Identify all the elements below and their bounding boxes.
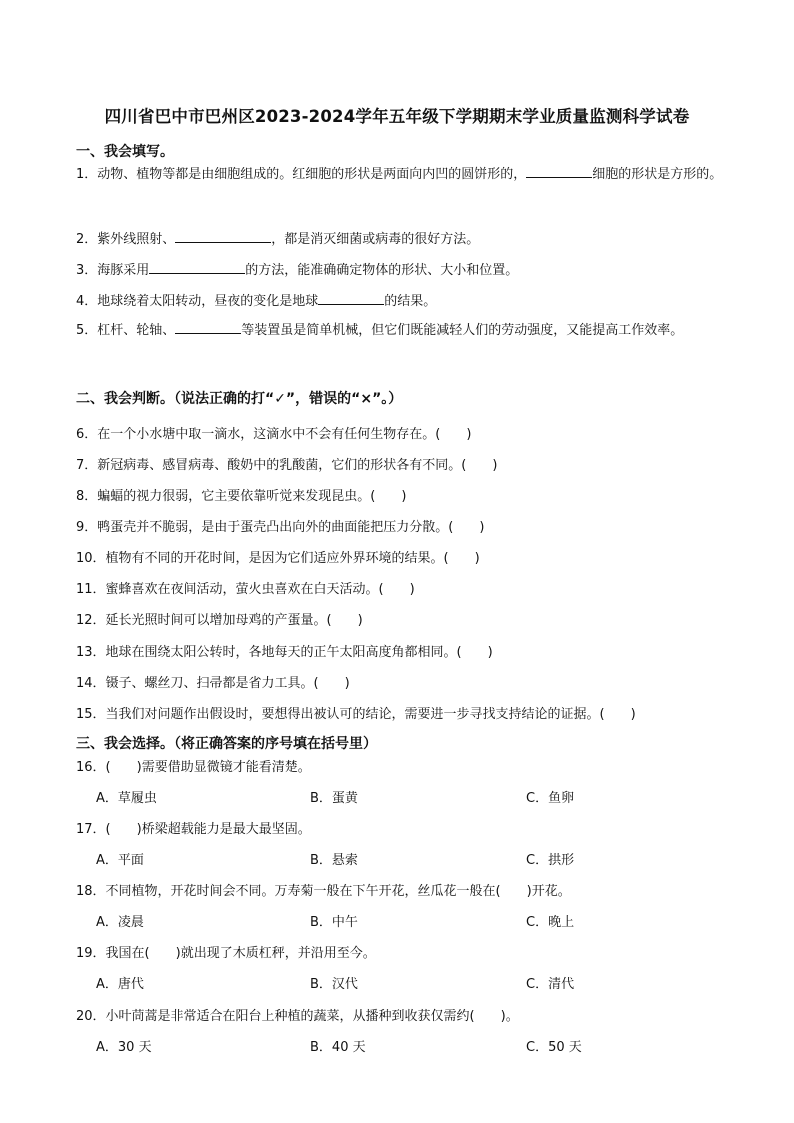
question-text: 延长光照时间可以增加母鸡的产蛋量。( ) <box>105 613 363 628</box>
question-18 <box>76 883 571 901</box>
question-15 <box>76 706 636 724</box>
option-b[interactable]: B．中午 <box>310 915 358 930</box>
question-text: 细胞的形状是方形的。 <box>592 167 723 182</box>
question-number: 19． <box>76 946 106 961</box>
question-number: 13． <box>76 645 106 660</box>
question-number: 20． <box>76 1009 106 1024</box>
option-c[interactable]: C．晚上 <box>526 915 575 930</box>
question-text: 地球在围绕太阳公转时，各地每天的正午太阳高度角都相同。( ) <box>105 645 493 660</box>
question-19 <box>76 945 376 963</box>
option-b[interactable]: B．汉代 <box>310 977 358 992</box>
section-fill-heading: 一、我会填写。 <box>76 144 174 160</box>
question-16 <box>76 759 311 777</box>
question-text: 蝙蝠的视力很弱，它主要依靠听觉来发现昆虫。( ) <box>97 489 407 504</box>
question-1 <box>76 159 740 190</box>
option-c[interactable]: C．鱼卵 <box>526 791 575 806</box>
question-text: 植物有不同的开花时间，是因为它们适应外界环境的结果。( ) <box>105 551 480 566</box>
question-text: 等装置虽是简单机械，但它们既能减轻人们的劳动强度，又能提高工作效率。 <box>241 323 684 338</box>
question-number: 2． <box>76 232 98 247</box>
question-text: 海豚采用 <box>97 263 150 278</box>
question-number: 9． <box>76 520 98 535</box>
option-b[interactable]: B．40 天 <box>310 1040 366 1055</box>
option-b[interactable]: B．悬索 <box>310 853 358 868</box>
question-number: 15． <box>76 707 106 722</box>
option-a[interactable]: A．草履虫 <box>96 791 157 806</box>
question-14 <box>76 675 350 693</box>
answer-blank[interactable] <box>318 290 384 305</box>
question-number: 4． <box>76 294 98 309</box>
answer-blank[interactable] <box>175 319 241 334</box>
question-2 <box>76 228 479 249</box>
question-text: ，都是消灭细菌或病毒的很好方法。 <box>271 232 480 247</box>
question-text: ( )桥梁超载能力是最大最坚固。 <box>105 822 311 837</box>
question-3 <box>76 259 518 280</box>
question-number: 17． <box>76 822 106 837</box>
option-a[interactable]: A．唐代 <box>96 977 144 992</box>
answer-blank[interactable] <box>175 228 271 243</box>
question-11 <box>76 581 415 599</box>
question-text: 的结果。 <box>384 294 437 309</box>
option-a[interactable]: A．30 天 <box>96 1040 152 1055</box>
question-text: 当我们对问题作出假设时，要想得出被认可的结论，需要进一步寻找支持结论的证据。( ) <box>105 707 636 722</box>
question-number: 11． <box>76 582 106 597</box>
answer-blank[interactable] <box>526 163 592 178</box>
option-b[interactable]: B．蛋黄 <box>310 791 358 806</box>
option-c[interactable]: C．清代 <box>526 977 575 992</box>
option-c[interactable]: C．拱形 <box>526 853 575 868</box>
question-number: 8． <box>76 489 98 504</box>
option-c[interactable]: C．50 天 <box>526 1040 582 1055</box>
question-5 <box>76 315 740 346</box>
option-a[interactable]: A．平面 <box>96 853 144 868</box>
question-10 <box>76 550 480 568</box>
question-text: 地球绕着太阳转动，昼夜的变化是地球 <box>97 294 319 309</box>
page-title: 四川省巴中市巴州区2023-2024学年五年级下学期期末学业质量监测科学试卷 <box>104 107 690 126</box>
question-text: 杠杆、轮轴、 <box>97 323 176 338</box>
question-text: 紫外线照射、 <box>97 232 176 247</box>
question-number: 3． <box>76 263 98 278</box>
question-text: 的方法，能准确确定物体的形状、大小和位置。 <box>245 263 519 278</box>
question-number: 16． <box>76 760 106 775</box>
section-judge-heading: 二、我会判断。（说法正确的打“✓”，错误的“×”。） <box>76 391 403 407</box>
question-text: 新冠病毒、感冒病毒、酸奶中的乳酸菌，它们的形状各有不同。( ) <box>97 458 498 473</box>
question-number: 7． <box>76 458 98 473</box>
question-text: ( )需要借助显微镜才能看清楚。 <box>105 760 311 775</box>
question-number: 12． <box>76 613 106 628</box>
answer-blank[interactable] <box>149 259 245 274</box>
question-17 <box>76 821 311 839</box>
question-number: 5． <box>76 323 98 338</box>
question-number: 14． <box>76 676 106 691</box>
question-text: 镊子、螺丝刀、扫帚都是省力工具。( ) <box>105 676 350 691</box>
question-7 <box>76 457 497 475</box>
question-number: 6． <box>76 427 98 442</box>
question-text: 蜜蜂喜欢在夜间活动，萤火虫喜欢在白天活动。( ) <box>105 582 415 597</box>
question-text: 鸭蛋壳并不脆弱，是由于蛋壳凸出向外的曲面能把压力分散。( ) <box>97 520 485 535</box>
question-4 <box>76 290 436 311</box>
option-a[interactable]: A．凌晨 <box>96 915 144 930</box>
section-choice-heading: 三、我会选择。（将正确答案的序号填在括号里） <box>76 736 377 752</box>
question-text: 小叶茼蒿是非常适合在阳台上种植的蔬菜，从播种到收获仅需约( )。 <box>105 1009 519 1024</box>
question-number: 18． <box>76 884 106 899</box>
question-text: 不同植物，开花时间会不同。万寿菊一般在下午开花，丝瓜花一般在( )开花。 <box>105 884 571 899</box>
question-number: 1． <box>76 167 98 182</box>
question-13 <box>76 644 493 662</box>
question-12 <box>76 612 363 630</box>
question-9 <box>76 519 484 537</box>
question-number: 10． <box>76 551 106 566</box>
question-text: 我国在( )就出现了木质杠秤，并沿用至今。 <box>105 946 376 961</box>
question-text: 动物、植物等都是由细胞组成的。红细胞的形状是两面向内凹的圆饼形的， <box>97 167 527 182</box>
question-text: 在一个小水塘中取一滴水，这滴水中不会有任何生物存在。( ) <box>97 427 472 442</box>
question-6 <box>76 426 471 444</box>
question-20 <box>76 1008 519 1026</box>
question-8 <box>76 488 406 506</box>
